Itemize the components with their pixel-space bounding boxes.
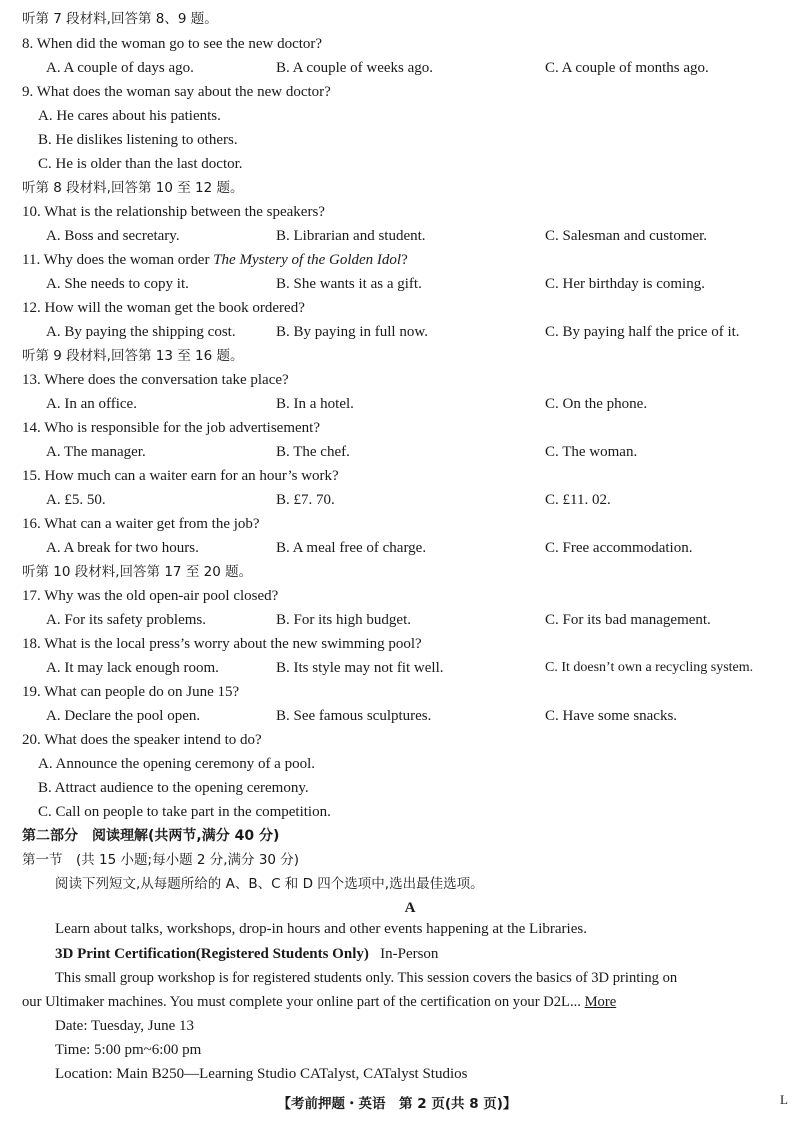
option-c: C. Salesman and customer. <box>545 228 708 244</box>
option-a: A. Declare the pool open. <box>46 708 201 724</box>
event-heading <box>55 942 438 966</box>
section-8-heading: 听第 8 段材料,回答第 10 至 12 题。 <box>22 180 244 196</box>
option-a: A. A couple of days ago. <box>46 60 194 76</box>
question-12: 12. How will the woman get the book ordered? <box>22 300 305 316</box>
option-c: C. A couple of months ago. <box>545 60 709 76</box>
question-13: 13. Where does the conversation take place? <box>22 372 289 388</box>
option-c: C. For its bad management. <box>545 612 711 628</box>
option-b: B. See famous sculptures. <box>276 708 432 724</box>
question-20-option-c: C. Call on people to take part in the competition. <box>38 804 331 820</box>
question-17: 17. Why was the old open-air pool closed? <box>22 588 279 604</box>
question-14: 14. Who is responsible for the job advertisement? <box>22 420 320 436</box>
question-20: 20. What does the speaker intend to do? <box>22 732 262 748</box>
section-1-heading: 第一节 (共 15 小题;每小题 2 分,满分 30 分) <box>22 852 300 868</box>
page-footer: 【考前押题・英语 第 2 页(共 8 页)】 <box>277 1096 517 1112</box>
question-8-options <box>0 56 794 80</box>
option-a: A. In an office. <box>46 396 137 412</box>
instruction: 阅读下列短文,从每题所给的 A、B、C 和 D 四个选项中,选出最佳选项。 <box>55 876 484 892</box>
option-b: B. For its high budget. <box>276 612 412 628</box>
option-c: C. The woman. <box>545 444 638 460</box>
option-b: B. Its style may not fit well. <box>276 660 444 676</box>
option-b: B. £7. 70. <box>276 492 335 508</box>
option-a: A. £5. 50. <box>46 492 106 508</box>
option-c: C. Her birthday is coming. <box>545 276 705 292</box>
question-11 <box>22 248 408 272</box>
question-10: 10. What is the relationship between the speakers? <box>22 204 325 220</box>
event-time: Time: 5:00 pm~6:00 pm <box>55 1042 202 1058</box>
question-18: 18. What is the local press’s worry about the new swimming pool? <box>22 636 422 652</box>
book-title: The Mystery of the Golden Idol <box>213 252 402 268</box>
event-date: Date: Tuesday, June 13 <box>55 1018 195 1034</box>
question-11-text: 11. Why does the woman order <box>22 252 214 268</box>
more-link[interactable]: More <box>584 994 617 1010</box>
question-9-option-c: C. He is older than the last doctor. <box>38 156 243 172</box>
question-20-option-a: A. Announce the opening ceremony of a pool. <box>38 756 316 772</box>
option-a: A. Boss and secretary. <box>46 228 180 244</box>
passage-intro: Learn about talks, workshops, drop-in hours and other events happening at the Libraries. <box>55 921 587 937</box>
event-mode: In-Person <box>380 946 439 962</box>
question-16-options <box>0 536 794 560</box>
question-17-options <box>0 608 794 632</box>
option-b: B. A meal free of charge. <box>276 540 427 556</box>
question-16: 16. What can a waiter get from the job? <box>22 516 260 532</box>
question-20-option-b: B. Attract audience to the opening ceremony. <box>38 780 309 796</box>
option-c: C. On the phone. <box>545 396 648 412</box>
question-11-mark: ? <box>401 252 408 268</box>
event-description-line-2 <box>22 990 616 1014</box>
option-b: B. By paying in full now. <box>276 324 428 340</box>
question-8: 8. When did the woman go to see the new doctor? <box>22 36 323 52</box>
option-b: B. Librarian and student. <box>276 228 426 244</box>
option-b: B. The chef. <box>276 444 350 460</box>
event-description-text: our Ultimaker machines. You must complete your online part of the certification on your D2L... <box>22 994 581 1010</box>
option-c: C. £11. 02. <box>545 492 611 508</box>
event-title: 3D Print Certification(Registered Students Only) <box>55 946 369 962</box>
question-10-options <box>0 224 794 248</box>
question-12-options <box>0 320 794 344</box>
section-7-heading: 听第 7 段材料,回答第 8、9 题。 <box>22 11 218 27</box>
event-description-line-1: This small group workshop is for registered students only. This session covers the basics of 3D printing on <box>55 970 678 986</box>
option-c: C. Have some snacks. <box>545 708 678 724</box>
option-a: A. The manager. <box>46 444 146 460</box>
option-b: B. A couple of weeks ago. <box>276 60 434 76</box>
option-c: C. By paying half the price of it. <box>545 324 740 340</box>
option-b: B. She wants it as a gift. <box>276 276 422 292</box>
section-9-heading: 听第 9 段材料,回答第 13 至 16 题。 <box>22 348 244 364</box>
part-2-heading: 第二部分 阅读理解(共两节,满分 40 分) <box>22 828 280 844</box>
passage-label: A <box>404 900 416 916</box>
option-a: A. For its safety problems. <box>46 612 206 628</box>
option-a: A. By paying the shipping cost. <box>46 324 236 340</box>
question-19-options <box>0 704 794 728</box>
option-a: A. She needs to copy it. <box>46 276 189 292</box>
option-b: B. In a hotel. <box>276 396 354 412</box>
option-a: A. A break for two hours. <box>46 540 199 556</box>
corner-mark: L <box>780 1092 788 1107</box>
question-9-option-a: A. He cares about his patients. <box>38 108 221 124</box>
question-15-options <box>0 488 794 512</box>
question-14-options <box>0 440 794 464</box>
question-18-options <box>0 656 794 680</box>
option-a: A. It may lack enough room. <box>46 660 219 676</box>
event-location: Location: Main B250—Learning Studio CATalyst, CATalyst Studios <box>55 1066 468 1082</box>
option-c: C. It doesn’t own a recycling system. <box>545 660 754 675</box>
question-9: 9. What does the woman say about the new doctor? <box>22 84 331 100</box>
section-10-heading: 听第 10 段材料,回答第 17 至 20 题。 <box>22 564 253 580</box>
option-c: C. Free accommodation. <box>545 540 693 556</box>
question-13-options <box>0 392 794 416</box>
question-11-options <box>0 272 794 296</box>
question-9-option-b: B. He dislikes listening to others. <box>38 132 238 148</box>
question-19: 19. What can people do on June 15? <box>22 684 240 700</box>
question-15: 15. How much can a waiter earn for an hour’s work? <box>22 468 339 484</box>
